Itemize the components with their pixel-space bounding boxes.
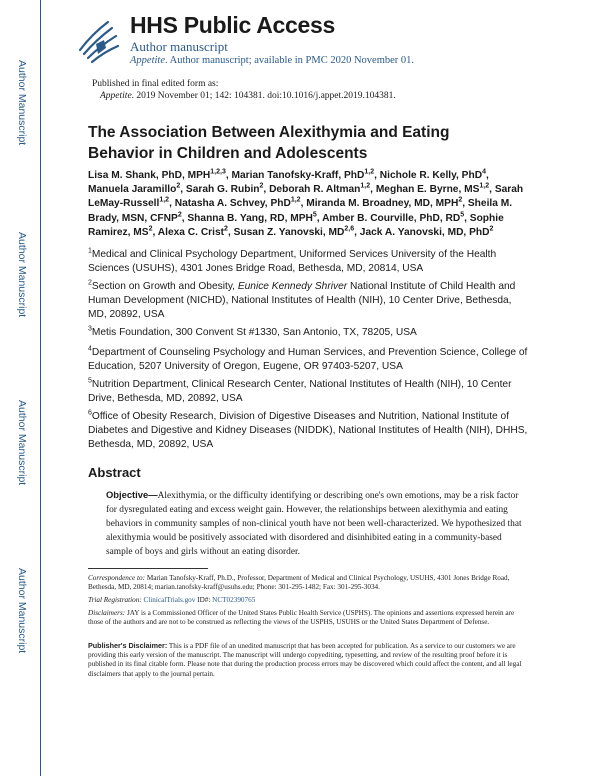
abstract-objective: Objective—Alexithymia, or the difficulty identifying or describing one's own emotions, may be a risk factor for dysregulated eating and excess weight gain. However, the relationships between alexithymia and eating behaviors in community samples of non-clinical youth have not been well-characterized. We hypothesized that alexithymia would be positively associated with disordered and disinhibited eating in a community-based sample of boys and girls without an eating disorder. (106, 489, 522, 557)
author-name: Deborah R. Altman (269, 184, 361, 196)
footnote-disclaimers: Disclaimers: JAY is a Commissioned Officer of the United States Public Health Service (USPHS). The opinions and assertions expressed herein are those of the authors and are not to be construed as reflecting the views of the USPHS, USUHS or the United States Department of Defense. (88, 609, 515, 627)
affiliation-3: $^3$Metis Foundation, 300 Convent St #1330, San Antonio, TX, 78205, USA (88, 325, 417, 338)
author-affiliation-sup: 1,2 (364, 168, 375, 176)
availability-note: Appetite. Author manuscript; available in PMC 2020 November 01. (130, 55, 415, 66)
author-name: Susan Z. Yanovski, MD (233, 226, 345, 238)
author-name: Natasha A. Schvey, PhD (174, 198, 291, 210)
author-name: Sarah G. Rubin (185, 184, 260, 196)
sidebar-label: Author Manuscript (16, 400, 28, 486)
author-affiliation-sup: 1,2 (290, 197, 301, 205)
hhs-eagle-logo-icon (74, 14, 122, 66)
footnote-correspondence: Correspondence to: Marian Tanofsky-Kraff, Ph.D., Professor, Department of Medical and Clinical Psychology, USUHS, 4301 Jones Bridge Road, Bethesda, MD, 20814; marian.tanofsky-kraff@usuhs.edu; Phone: 301-295-1482; Fax: 301-295-3034. (88, 574, 510, 592)
author-name: Amber B. Courville, PhD, RD (322, 212, 461, 224)
author-affiliation-sup: 1,2 (479, 182, 490, 190)
author-name: Marian Tanofsky-Kraff, PhD (231, 170, 365, 181)
author-affiliation-sup: 2 (224, 225, 228, 233)
hhs-title: HHS Public Access (130, 12, 335, 38)
author-affiliation-sup: 2 (458, 197, 463, 205)
affiliation-2: $^2$Section on Growth and Obesity, Eunice Kennedy Shriver National Institute of Child Health and Human Development (NICHD), National Institutes of Health (NIH), 10 Center Drive, Bethesda, MD, 20892, USA (88, 279, 516, 320)
author-affiliation-sup: 1,2 (360, 182, 371, 190)
author-affiliation-sup: 5 (312, 211, 317, 219)
abstract-heading: Abstract (88, 465, 141, 480)
author-affiliation-sup: 4 (482, 168, 486, 176)
sidebar-divider (40, 0, 41, 776)
author-affiliation-sup: 2 (259, 182, 264, 190)
trial-link[interactable]: ClinicalTrials.gov (143, 596, 196, 604)
affiliation-4: $^4$Department of Counseling Psychology and Human Services, and Prevention Science, College of Education, 5207 University of Oregon, Eugene, OR 97403-5207, USA (88, 345, 528, 372)
author-name: Alexa C. Crist (157, 226, 225, 238)
footnote-trial: Trial Registration: ClinicalTrials.gov ID#: NCT02390765 (88, 596, 256, 604)
author-list: Lisa M. Shank, PhD, MPH$^{1,2,3}$, Marian Tanofsky-Kraff, PhD$^{1,2}$, Nichole R. Kelly, PhD$^4$, Manuela Jaramillo$^2$, Sarah G. Rubin$^2$, Deborah R. Altman$^{1,2}$, Meghan E. Byrne, MS$^{1,2}$, Sarah LeMay-Russell$^{1,2}$, Natasha A. Schvey, PhD$^{1,2}$, Miranda M. Broadney, MD, MPH$^2$, Sheila M. Brady, MSN, CFNP$^2$, Shanna B. Yang, RD, MPH$^5$, Amber B. Courville, PhD, $RD^5$, Sophie Ramirez, $MS^2$, Alexa C. Crist$^2$, Susan Z. Yanovski, MD$^{2,6}$, Jack A. Yanovski, MD, PhD$^2$ (88, 168, 524, 238)
sidebar-label: Author Manuscript (16, 232, 28, 318)
hhs-header (74, 14, 524, 72)
author-affiliation-sup: 2,6 (344, 225, 355, 233)
sidebar-label: Author Manuscript (16, 568, 28, 654)
author-affiliation-sup: 2 (148, 225, 153, 233)
affiliation-1: $^1$Medical and Clinical Psychology Department, Uniformed Services University of the Health Sciences (USUHS), 4301 Jones Bridge Road, Bethesda, MD, 20814, USA (88, 247, 497, 274)
author-name: Sarah LeMay-Russell (88, 184, 524, 210)
footnote-publisher: Publisher's Disclaimer: This is a PDF file of an unedited manuscript that has been accepted for publication. As a service to our customers we are providing this early version of the manuscript. The manuscript will undergo copyediting, typesetting, and review of the resulting proof before it is published in its final citable form. Please note that during the production process errors may be discovered which could affect the content, and all legal disclaimers that apply to the journal pertain. (88, 641, 522, 678)
hhs-subtitle: Author manuscript (130, 39, 228, 54)
affiliation-6: $^6$Office of Obesity Research, Division of Digestive Diseases and Nutrition, National Institute of Diabetes and Digestive and Kidney Diseases (NIDDK), National Institutes of Health (NIH), DHHS, Bethesda, MD, 20892, USA (88, 409, 528, 450)
sidebar-label: Author Manuscript (16, 60, 28, 146)
author-name: Meghan E. Byrne, MS (375, 184, 480, 196)
author-name: Sophie Ramirez, MS (88, 212, 504, 238)
author-affiliation-sup: 1,2,3 (210, 168, 226, 176)
author-name: Nichole R. Kelly, PhD (379, 170, 483, 181)
author-name: Manuela Jaramillo (88, 184, 177, 196)
author-affiliation-sup: 5 (460, 211, 465, 219)
author-name: Miranda M. Broadney, MD, MPH (306, 198, 459, 210)
author-affiliation-sup: 2 (176, 182, 181, 190)
author-name: Sheila M. Brady, MSN, CFNP (88, 198, 513, 224)
author-name: Shanna B. Yang, RD, MPH (187, 212, 313, 224)
article-title: The Association Between Alexithymia and Eating Behavior in Children and Adolescents (88, 124, 450, 162)
footnote-divider (88, 568, 208, 569)
author-affiliation-sup: 2 (177, 211, 182, 219)
author-affiliation-sup: 1,2 (159, 197, 170, 205)
publication-info: Published in final edited form as: Appetite. 2019 November 01; 142: 104381. doi:10.1016/j.appet.2019.104381. (92, 79, 396, 101)
author-affiliation-sup: 2 (489, 225, 494, 233)
trial-id-link[interactable]: NCT02390765 (212, 596, 256, 604)
author-name: Lisa M. Shank, PhD, MPH (88, 170, 211, 181)
author-name: Jack A. Yanovski, MD, PhD (359, 226, 490, 238)
affiliation-5: $^5$Nutrition Department, Clinical Research Center, National Institutes of Health (NIH), 10 Center Drive, Bethesda, MD, 20892, USA (88, 377, 512, 404)
